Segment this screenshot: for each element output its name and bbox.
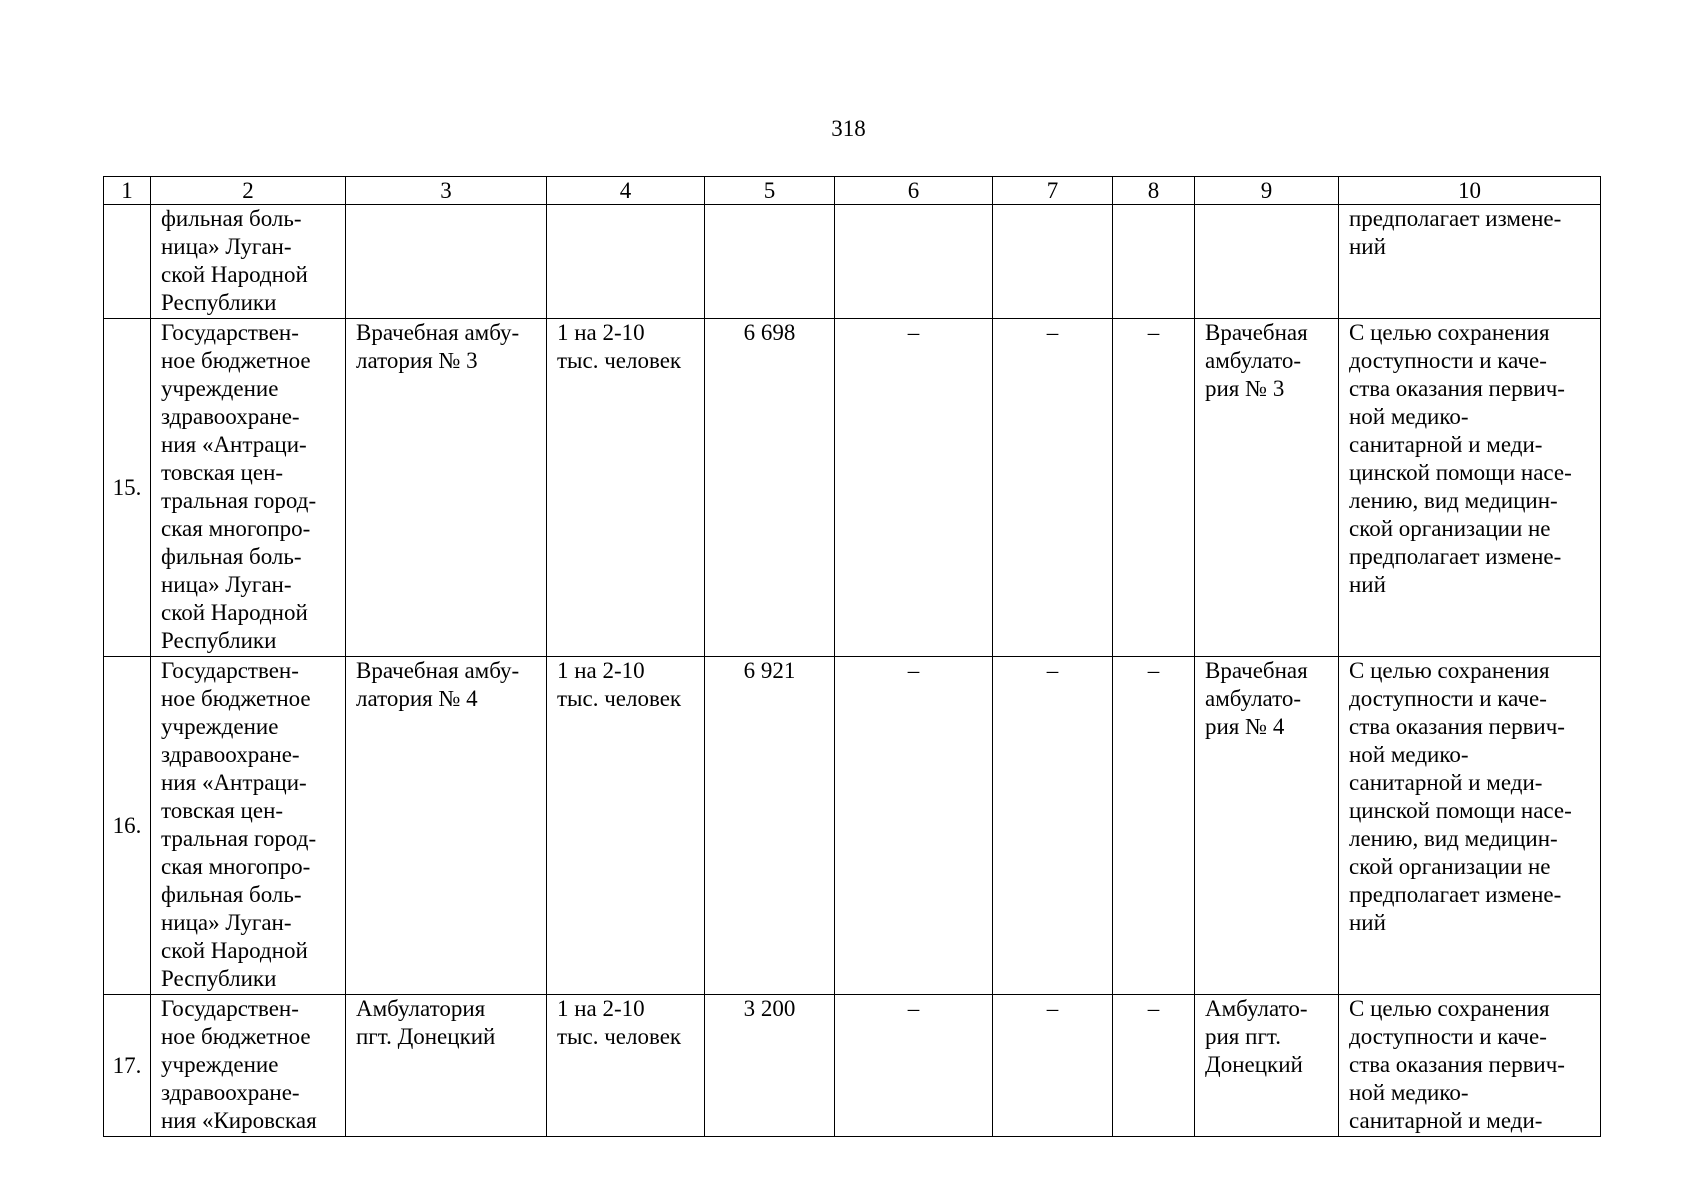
header-cell: 9 bbox=[1195, 177, 1339, 205]
table-row bbox=[104, 205, 1601, 319]
header-cell: 7 bbox=[993, 177, 1113, 205]
new-unit-cell: Врачебная амбулато- рия № 3 bbox=[1195, 319, 1339, 657]
norm-cell: 1 на 2-10 тыс. человек bbox=[547, 657, 705, 995]
row-number: 16. bbox=[104, 657, 151, 995]
norm-cell: 1 на 2-10 тыс. человек bbox=[547, 995, 705, 1137]
population-cell bbox=[705, 205, 835, 319]
unit-cell: Амбулатория пгт. Донецкий bbox=[346, 995, 547, 1137]
header-cell: 1 bbox=[104, 177, 151, 205]
population-cell: 6 698 bbox=[705, 319, 835, 657]
col7-cell: – bbox=[993, 319, 1113, 657]
comment-cell: С целью сохранения доступности и каче- ства оказания первич- ной медико- санитарной и меди- bbox=[1339, 995, 1601, 1137]
col8-cell: – bbox=[1113, 319, 1195, 657]
unit-cell: Врачебная амбу- латория № 3 bbox=[346, 319, 547, 657]
table-row bbox=[104, 657, 1601, 995]
organization-cell: фильная боль- ница» Луган- ской Народной Республики bbox=[151, 205, 346, 319]
header-cell: 3 bbox=[346, 177, 547, 205]
table-row bbox=[104, 995, 1601, 1137]
unit-cell: Врачебная амбу- латория № 4 bbox=[346, 657, 547, 995]
page-number: 318 bbox=[831, 116, 866, 141]
col7-cell: – bbox=[993, 657, 1113, 995]
organization-cell: Государствен- ное бюджетное учреждение здравоохране- ния «Антраци- товская цен- тральная город- ская многопро- фильная боль- ница» Луган- ской Народной Республики bbox=[151, 319, 346, 657]
comment-cell: С целью сохранения доступности и каче- ства оказания первич- ной медико- санитарной и меди- цинской помощи насе- лению, вид медицин- ской организации не предполагает измене- ний bbox=[1339, 657, 1601, 995]
new-unit-cell bbox=[1195, 205, 1339, 319]
organization-cell: Государствен- ное бюджетное учреждение здравоохране- ния «Кировская bbox=[151, 995, 346, 1137]
row-number: 15. bbox=[104, 319, 151, 657]
header-cell: 4 bbox=[547, 177, 705, 205]
row-number: 17. bbox=[104, 995, 151, 1137]
norm-cell bbox=[547, 205, 705, 319]
header-cell: 10 bbox=[1339, 177, 1601, 205]
row-number bbox=[104, 205, 151, 319]
header-cell: 8 bbox=[1113, 177, 1195, 205]
header-cell: 6 bbox=[835, 177, 993, 205]
col6-cell bbox=[835, 205, 993, 319]
population-cell: 6 921 bbox=[705, 657, 835, 995]
col7-cell: – bbox=[993, 995, 1113, 1137]
comment-cell: предполагает измене- ний bbox=[1339, 205, 1601, 319]
col6-cell: – bbox=[835, 319, 993, 657]
header-cell: 2 bbox=[151, 177, 346, 205]
col8-cell: – bbox=[1113, 657, 1195, 995]
table-header-row bbox=[104, 177, 1601, 205]
col6-cell: – bbox=[835, 657, 993, 995]
norm-cell: 1 на 2-10 тыс. человек bbox=[547, 319, 705, 657]
new-unit-cell: Амбулато- рия пгт. Донецкий bbox=[1195, 995, 1339, 1137]
table-row bbox=[104, 319, 1601, 657]
col8-cell bbox=[1113, 205, 1195, 319]
col8-cell: – bbox=[1113, 995, 1195, 1137]
header-cell: 5 bbox=[705, 177, 835, 205]
organization-cell: Государствен- ное бюджетное учреждение здравоохране- ния «Антраци- товская цен- тральная город- ская многопро- фильная боль- ница» Луган- ской Народной Республики bbox=[151, 657, 346, 995]
population-cell: 3 200 bbox=[705, 995, 835, 1137]
new-unit-cell: Врачебная амбулато- рия № 4 bbox=[1195, 657, 1339, 995]
comment-cell: С целью сохранения доступности и каче- ства оказания первич- ной медико- санитарной и меди- цинской помощи насе- лению, вид медицин- ской организации не предполагает измене- ний bbox=[1339, 319, 1601, 657]
unit-cell bbox=[346, 205, 547, 319]
col6-cell: – bbox=[835, 995, 993, 1137]
col7-cell bbox=[993, 205, 1113, 319]
facilities-table bbox=[103, 176, 1601, 1137]
